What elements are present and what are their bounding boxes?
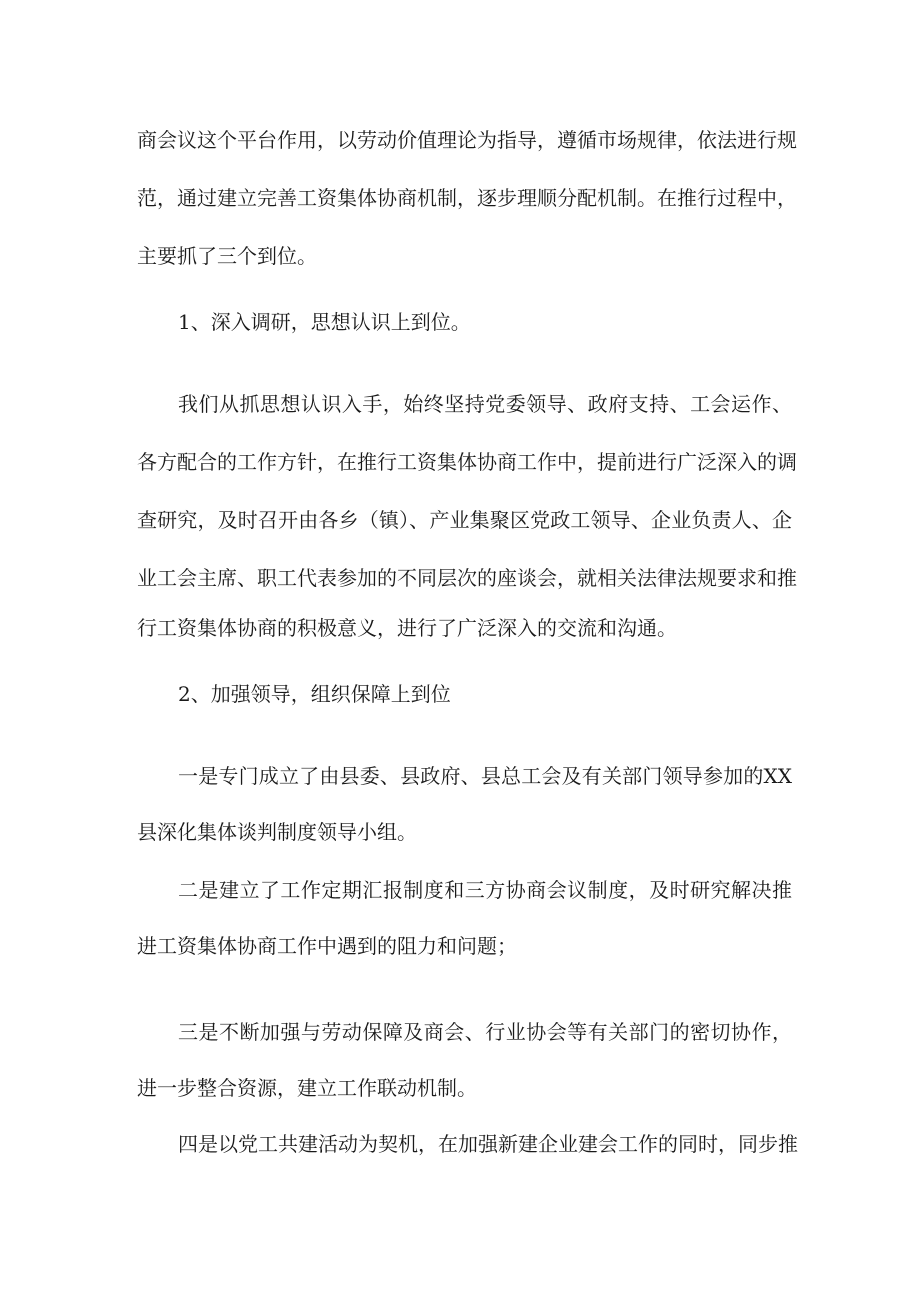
paragraph-2-line-1: 我们从抓思想认识入手，始终坚持党委领导、政府支持、工会运作、 bbox=[178, 392, 792, 416]
paragraph-1-line-3: 主要抓了三个到位。 bbox=[137, 244, 317, 268]
paragraph-2-line-3: 查研究，及时召开由各乡（镇）、产业集聚区党政工领导、企业负责人、企 bbox=[137, 508, 792, 532]
paragraph-4-line-2: 进工资集体协商工作中遇到的阻力和问题； bbox=[137, 934, 517, 958]
paragraph-2-line-4: 业工会主席、职工代表参加的不同层次的座谈会，就相关法律法规要求和推 bbox=[137, 566, 797, 590]
paragraph-5-line-1: 三是不断加强与劳动保障及商会、行业协会等有关部门的密切协作， bbox=[178, 1020, 792, 1044]
paragraph-4-line-1: 二是建立了工作定期汇报制度和三方协商会议制度，及时研究解决推 bbox=[178, 878, 792, 902]
paragraph-1-line-1: 商会议这个平台作用，以劳动价值理论为指导，遵循市场规律，依法进行规 bbox=[137, 128, 797, 152]
paragraph-2-line-2: 各方配合的工作方针，在推行工资集体协商工作中，提前进行广泛深入的调 bbox=[137, 450, 797, 474]
paragraph-6-line-1: 四是以党工共建活动为契机，在加强新建企业建会工作的同时，同步推 bbox=[178, 1132, 798, 1156]
section-heading-2: 2、加强领导，组织保障上到位 bbox=[178, 682, 451, 706]
paragraph-3-line-1: 一是专门成立了由县委、县政府、县总工会及有关部门领导参加的XX bbox=[178, 764, 792, 788]
paragraph-2-line-5: 行工资集体协商的积极意义，进行了广泛深入的交流和沟通。 bbox=[137, 616, 677, 640]
paragraph-3-line-2: 县深化集体谈判制度领导小组。 bbox=[137, 820, 417, 844]
paragraph-5-line-2: 进一步整合资源，建立工作联动机制。 bbox=[137, 1076, 477, 1100]
section-heading-1: 1、深入调研，思想认识上到位。 bbox=[178, 310, 471, 334]
paragraph-1-line-2: 范，通过建立完善工资集体协商机制，逐步理顺分配机制。在推行过程中， bbox=[137, 186, 797, 210]
